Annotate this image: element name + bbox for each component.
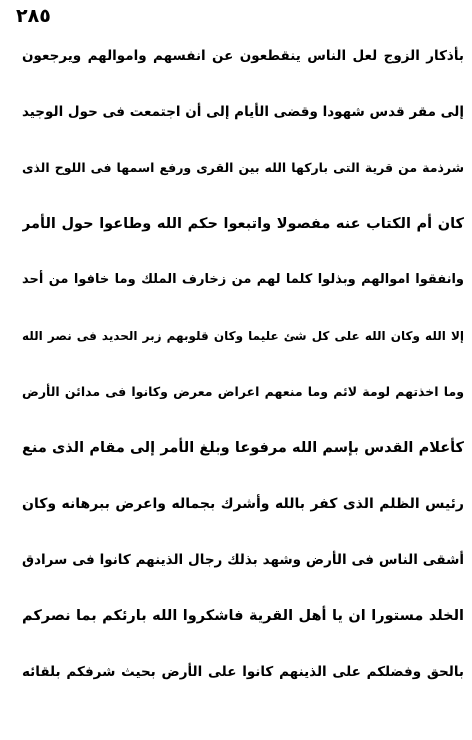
text-line-6: إلا الله وكان الله على كل شئ عليما وكان قلوبهم زبر الحديد فى نصر الله <box>22 329 464 343</box>
text-body <box>22 36 464 708</box>
text-line-7: وما اخذتهم لومة لائم وما منعهم اعراض معرض وكانوا فى مدائن الأرض <box>22 384 464 399</box>
text-line-12: بالحق وفضلكم على الذينهم كانوا على الأرض بحيث شرفكم بلقائه <box>22 664 464 680</box>
text-line-4: كان أم الكتاب عنه مفصولا واتبعوا حكم الله وطاعوا حول الأمر <box>22 216 464 232</box>
text-line-2: إلى مقر قدس شهودا وقضى الأيام إلى أن اجتمعت فى حول الوجيد <box>22 104 464 120</box>
text-line-8: كأعلام القدس بإسم الله مرفوعا وبلغ الأمر إلى مقام الذى منع <box>22 440 464 456</box>
text-line-10: أشقى الناس فى الأرض وشهد بذلك رجال الذينهم كانوا فى سرادق <box>22 552 464 568</box>
text-line-3: شرذمة من قرية التى باركها الله بين القرى ورفع اسمها فى اللوح الذى <box>22 160 464 175</box>
page-number: ٢٨٥ <box>16 5 51 27</box>
text-line-5: وانفقوا اموالهم وبذلوا كلما لهم من زخارف الملك وما خافوا من أحد <box>22 272 464 287</box>
text-line-9: رئيس الظلم الذى كفر بالله وأشرك بجماله واعرض ببرهانه وكان <box>22 496 464 512</box>
text-line-1: بأذكار الزوج لعل الناس ينقطعون عن انفسهم واموالهم ويرجعون <box>22 48 464 64</box>
text-line-11: الخلد مستورا ان يا أهل القرية فاشكروا الله بارئكم بما نصركم <box>22 608 464 624</box>
